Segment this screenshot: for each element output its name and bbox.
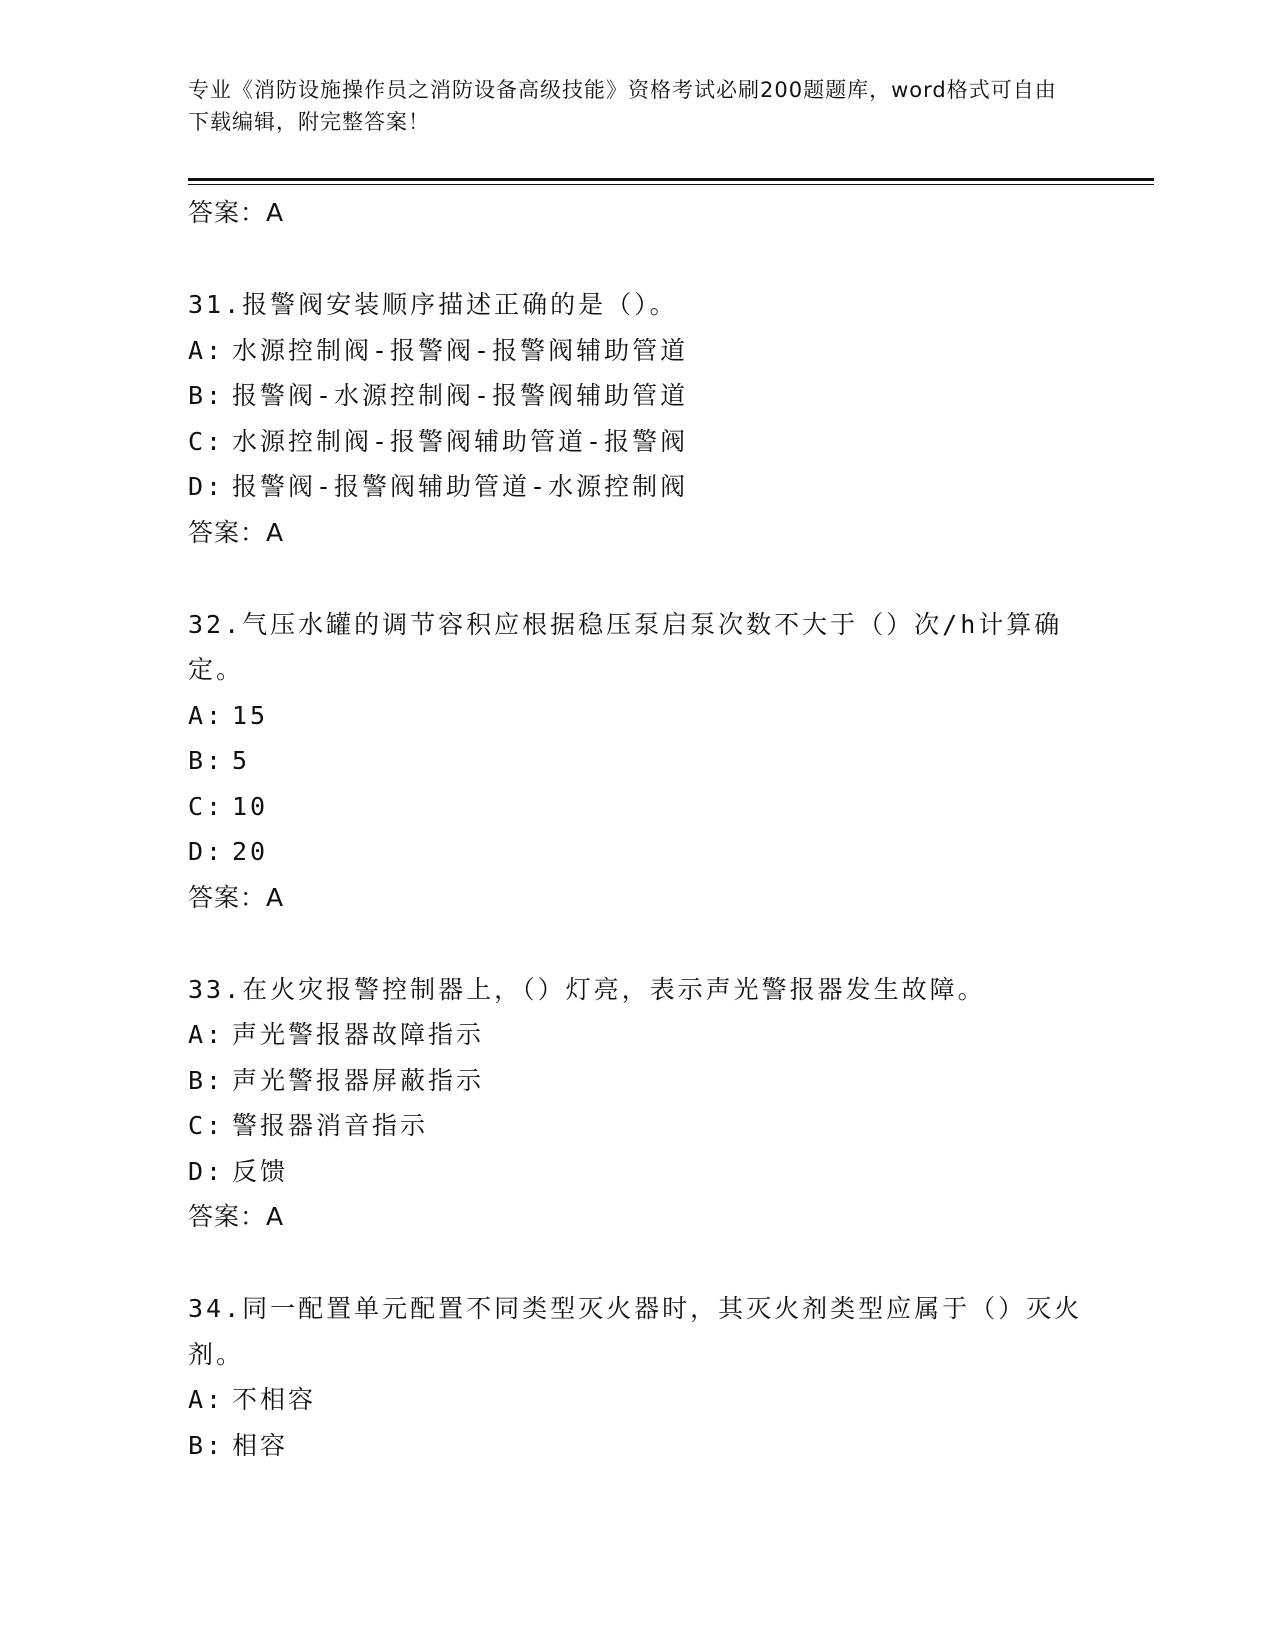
question-item <box>188 282 1088 556</box>
question-item <box>188 602 1088 921</box>
header-rule-thick <box>188 178 1154 181</box>
question-item <box>188 967 1088 1241</box>
option-label: C: <box>188 426 225 456</box>
question-item <box>188 1286 1088 1468</box>
option-label: B: <box>188 746 225 775</box>
option-label: C: <box>188 1111 225 1140</box>
question-list <box>188 190 1088 1468</box>
option-item <box>188 1377 1088 1423</box>
option-label: D: <box>188 1156 225 1186</box>
option-text: 声光警报器故障指示 <box>232 1020 485 1049</box>
option-text: 20 <box>232 837 269 866</box>
option-label: B: <box>188 1430 225 1460</box>
option-item <box>188 1012 1088 1058</box>
option-label: C: <box>188 791 225 821</box>
option-label: B: <box>188 1065 225 1095</box>
option-text: 水源控制阀-报警阀-报警阀辅助管道 <box>232 335 689 365</box>
answer-line: 答案：A <box>188 1202 285 1231</box>
option-item <box>188 829 1088 875</box>
option-text: 警报器消音指示 <box>232 1111 429 1140</box>
option-label: D: <box>188 472 225 501</box>
option-text: 报警阀-报警阀辅助管道-水源控制阀 <box>232 472 689 501</box>
option-item <box>188 373 1088 419</box>
option-text: 不相容 <box>232 1385 317 1414</box>
option-item <box>188 1103 1088 1149</box>
option-label: D: <box>188 837 225 866</box>
option-item <box>188 328 1088 374</box>
answer-line: 答案：A <box>188 882 285 912</box>
option-label: A: <box>188 335 225 365</box>
option-item <box>188 693 1088 739</box>
option-item <box>188 738 1088 784</box>
option-item <box>188 1423 1088 1469</box>
option-text: 10 <box>232 791 269 821</box>
page-header: 专业《消防设施操作员之消防设备高级技能》资格考试必刷200题题库，word格式可自由下载编辑，附完整答案！ <box>188 78 1057 134</box>
option-item <box>188 1058 1088 1104</box>
option-label: A: <box>188 1020 225 1049</box>
option-label: A: <box>188 1385 225 1414</box>
option-text: 水源控制阀-报警阀辅助管道-报警阀 <box>232 426 689 456</box>
option-text: 相容 <box>232 1430 289 1460</box>
answer-line: 答案：A <box>188 198 285 227</box>
option-item <box>188 464 1088 510</box>
option-text: 5 <box>232 746 251 775</box>
option-label: B: <box>188 381 225 410</box>
question-text: 31.报警阀安装顺序描述正确的是（）。 <box>188 290 678 319</box>
option-text: 反馈 <box>232 1156 289 1186</box>
answer-line: 答案：A <box>188 517 285 547</box>
header-rule-thin <box>188 184 1154 185</box>
option-item <box>188 419 1088 465</box>
option-text: 报警阀-水源控制阀-报警阀辅助管道 <box>232 381 689 410</box>
option-label: A: <box>188 700 225 730</box>
option-item <box>188 784 1088 830</box>
question-text: 34.同一配置单元配置不同类型灭火器时，其灭火剂类型应属于（）灭火剂。 <box>188 1294 1083 1369</box>
question-text: 33.在火灾报警控制器上，（）灯亮，表示声光警报器发生故障。 <box>188 974 986 1004</box>
question-text: 32.气压水罐的调节容积应根据稳压泵启泵次数不大于（）次/h计算确定。 <box>188 609 1063 684</box>
option-text: 声光警报器屏蔽指示 <box>232 1065 485 1095</box>
option-item <box>188 1149 1088 1195</box>
option-text: 15 <box>232 700 269 730</box>
